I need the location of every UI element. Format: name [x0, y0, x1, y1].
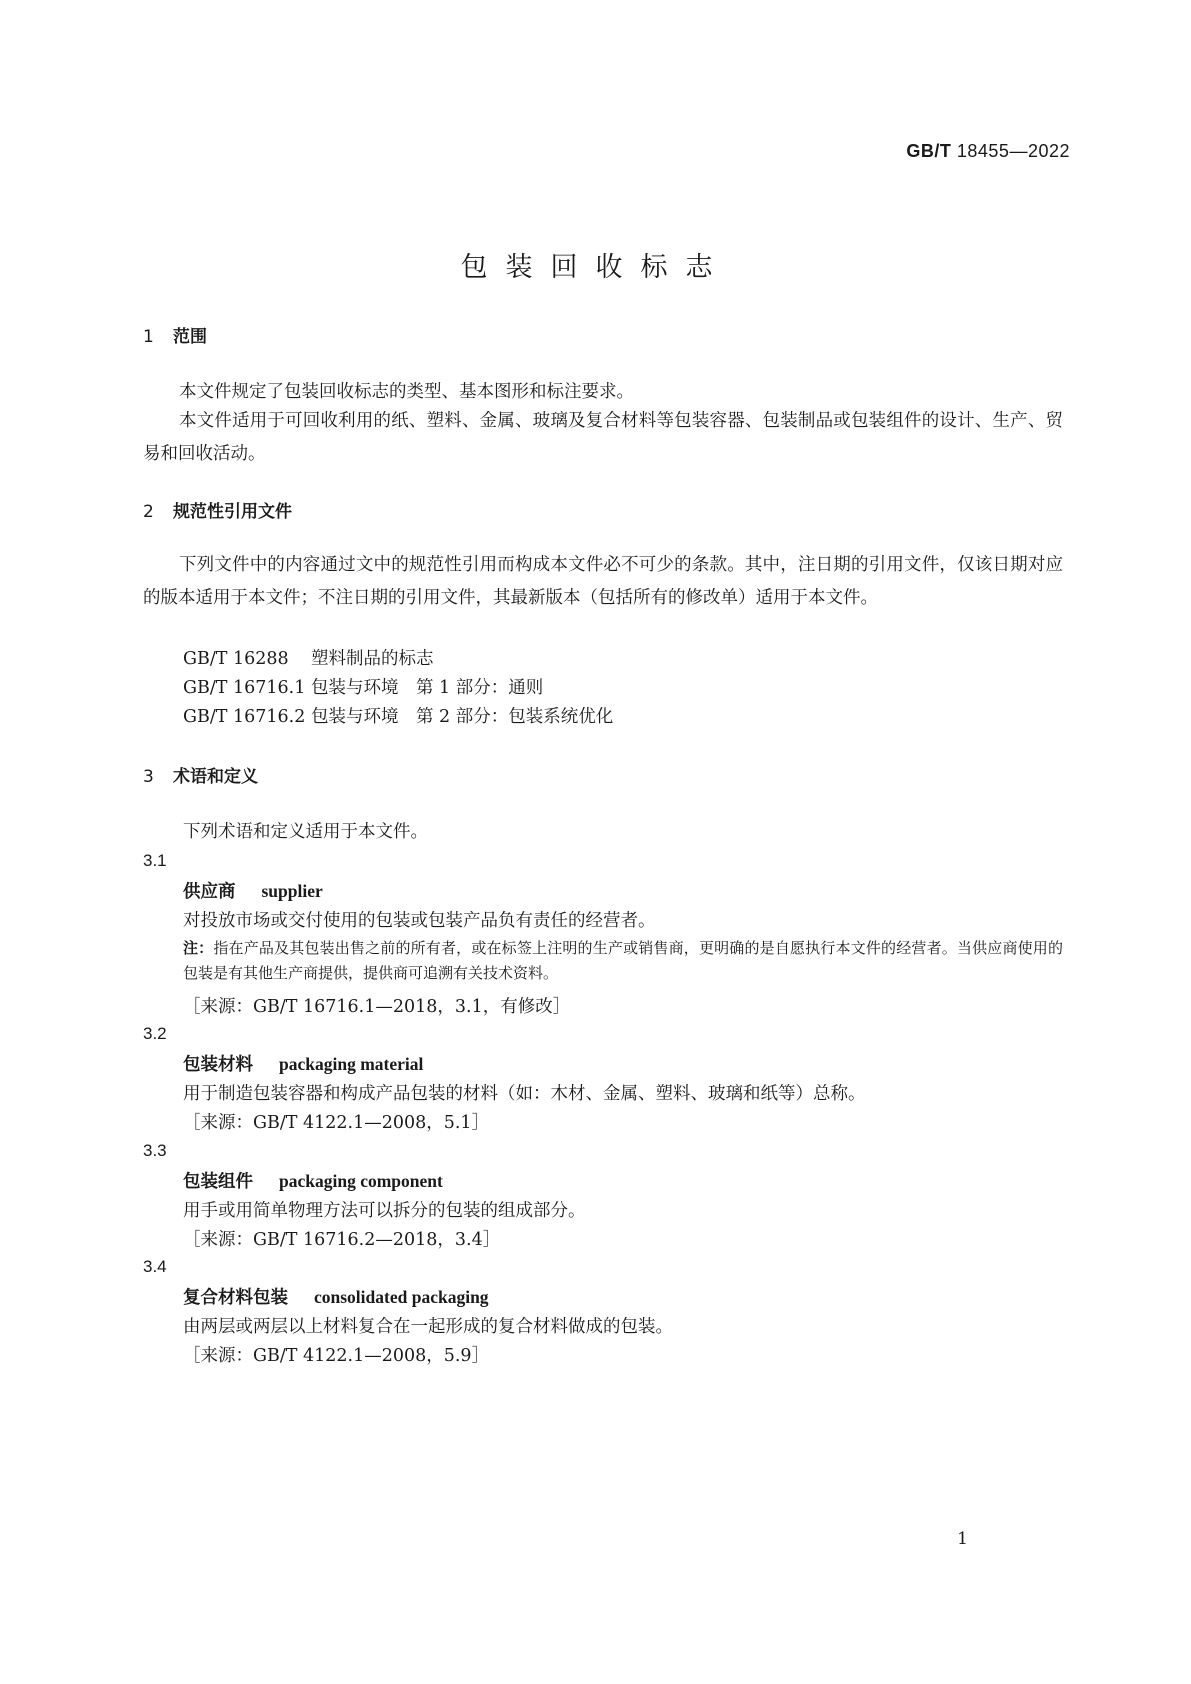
section-heading-1: 1 范围	[143, 327, 207, 347]
term-heading: 包装组件 packaging component	[183, 1171, 443, 1192]
term-heading: 供应商 supplier	[183, 881, 323, 902]
paragraph: 下列文件中的内容通过文中的规范性引用而构成本文件必不可少的条款。其中，注日期的引用文件，仅该日期对应的版本适用于本文件；不注日期的引用文件，其最新版本（包括所有的修改单）适用于本文件。	[143, 555, 1063, 608]
paragraph: 本文件适用于可回收利用的纸、塑料、金属、玻璃及复合材料等包装容器、包装制品或包装组件的设计、生产、贸易和回收活动。	[143, 411, 1063, 464]
clause-number: 3.3	[143, 1141, 167, 1160]
page-number: 1	[957, 1529, 968, 1549]
term-heading: 包装材料 packaging material	[183, 1054, 424, 1075]
reference-item: GB/T 16288 塑料制品的标志	[183, 649, 434, 669]
term-source: ［来源：GB/T 4122.1—2008，5.9］	[183, 1346, 490, 1366]
section-heading-3: 3 术语和定义	[143, 767, 258, 787]
term-source: ［来源：GB/T 16716.1—2018，3.1，有修改］	[183, 997, 571, 1017]
clause-number: 3.2	[143, 1024, 167, 1043]
clause-number: 3.4	[143, 1257, 167, 1276]
term-heading: 复合材料包装 consolidated packaging	[183, 1287, 489, 1308]
section-heading-2: 2 规范性引用文件	[143, 502, 292, 522]
term-definition: 用于制造包装容器和构成产品包装的材料（如：木材、金属、塑料、玻璃和纸等）总称。	[183, 1084, 866, 1104]
term-note: 注：指在产品及其包装出售之前的所有者，或在标签上注明的生产或销售商，更明确的是自愿执行本文件的经营者。当供应商使用的包装是有其他生产商提供，提供商可追溯有关技术资料。	[183, 939, 1063, 982]
term-definition: 对投放市场或交付使用的包装或包装产品负有责任的经营者。	[183, 911, 656, 931]
reference-item: GB/T 16716.2 包装与环境 第 2 部分：包装系统优化	[183, 707, 614, 727]
reference-item: GB/T 16716.1 包装与环境 第 1 部分：通则	[183, 678, 544, 698]
document-code: GB/T 18455—2022	[906, 141, 1070, 161]
term-source: ［来源：GB/T 4122.1—2008，5.1］	[183, 1113, 490, 1133]
clause-number: 3.1	[143, 851, 167, 870]
paragraph: 下列术语和定义适用于本文件。	[183, 822, 428, 842]
term-definition: 由两层或两层以上材料复合在一起形成的复合材料做成的包装。	[183, 1317, 673, 1337]
term-source: ［来源：GB/T 16716.2—2018，3.4］	[183, 1230, 501, 1250]
term-definition: 用手或用简单物理方法可以拆分的包装的组成部分。	[183, 1201, 586, 1221]
page-title: 包装回收标志	[460, 252, 731, 283]
paragraph: 本文件规定了包装回收标志的类型、基本图形和标注要求。	[179, 382, 634, 402]
